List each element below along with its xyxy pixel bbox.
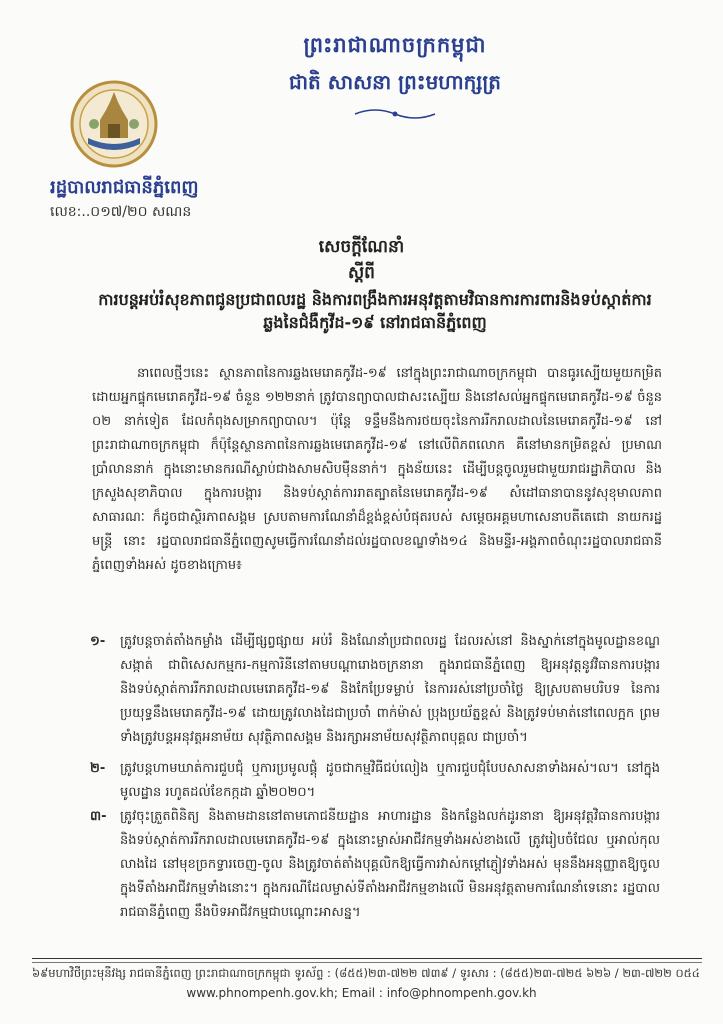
list-item-number: ២- bbox=[90, 761, 106, 776]
document-title: សេចក្ដីណែនាំ bbox=[318, 237, 405, 257]
issuer-name: រដ្ឋបាលរាជធានីភ្នំពេញ bbox=[50, 177, 199, 198]
national-motto: ជាតិ សាសនា ព្រះមហាក្សត្រ bbox=[289, 70, 501, 94]
list-item-text: ត្រូវបន្តចាត់តាំងកម្លាំង ដើម្បីផ្សព្វផ្សាយ អប់រំ និងណែនាំប្រជាពលរដ្ឋ ដែលរស់នៅ និងស្នាក់នៅក្នុងមូលដ្ឋានខណ្ឌ សង្កាត់ ជាពិសេសកម្មករ-កម្មការិនីនៅតាមបណ្ដារោងចក្រនានា ក្នុងរាជធានីភ្នំពេញ ឱ្យអនុវត្តនូវវិធានការបង្ការ និងទប់ស្កាត់ការរីករាលដាលមេរោគកូវីដ-១៩ និងកែប្រែទម្លាប់ នៃការរស់នៅប្រចាំថ្ងៃ ឱ្យស្របតាមបរិបទ នៃការប្រយុទ្ធនឹងមេរោគកូវីដ-១៩ ដោយត្រូវលាងដៃជាប្រចាំ ពាក់ម៉ាស់ ប្រុងប្រយ័ត្នខ្ពស់ និងត្រូវទប់មាត់នៅពេលក្អក ព្រមទាំងត្រូវបន្តអនុវត្តអនាម័យ សុវត្ថិភាពសង្គម និងរក្សាអនាម័យសុវត្ថិភាពបុគ្គល ជាប្រចាំ។ bbox=[120, 634, 660, 745]
list-item bbox=[90, 757, 660, 805]
list-item-text: ត្រូវបន្តហាមឃាត់ការជួបជុំ ឬការប្រមូលផ្ដុំ ដូចជាកម្មវិធីជប់លៀង ឬការជួបជុំបែបសាសនាទាំងអស់។ល។ នៅក្នុងមូលដ្ឋាន រហូតដល់ខែកក្កដា ឆ្នាំ២០២០។ bbox=[120, 761, 660, 800]
list-item bbox=[90, 805, 660, 925]
document-title-about: ស្ដីពី bbox=[348, 263, 375, 283]
municipality-seal-icon bbox=[70, 80, 158, 168]
list-item-number: ៣- bbox=[90, 809, 107, 824]
letterhead bbox=[230, 32, 560, 121]
footer-address: ៦៩មហាវិថីព្រះមុនីវង្ស រាជធានីភ្នំពេញ ព្រះរាជាណាចក្រកម្ពុជា ទូរស័ព្ទ : (៨៥៥)២៣-៧២២ ៧៣៩ / ទូរសារ : (៨៥៥)២៣-៧២៥ ៦២៦ / ២៣-៧២២ ០៥៤ bbox=[32, 966, 700, 980]
reference-number: លេខ:..០១៧/២០ សណន bbox=[50, 204, 192, 220]
intro-paragraph: នាពេលថ្មីៗនេះ ស្ថានភាពនៃការឆ្លងមេរោគកូវីដ-១៩ នៅក្នុងព្រះរាជាណាចក្រកម្ពុជា បានធូរស្បើយមួយកម្រិត ដោយអ្នកផ្ទុកមេរោគកូវីដ-១៩ ចំនួន ១២២នាក់ ត្រូវបានព្យាបាលជាសះស្បើយ និងនៅសល់អ្នកផ្ទុកមេរោគកូវីដ-១៩ ចំនួន ០២ នាក់ទៀត ដែលកំពុងសម្រាកព្យាបាល។ ប៉ុន្តែ ទន្ទឹមនឹងការថយចុះនៃការរីករាលដាលនៃមេរោគកូវីដ-១៩ នៅព្រះរាជាណាចក្រកម្ពុជា ក៏ប៉ុន្តែស្ថានភាពនៃការឆ្លងមេរោគកូវីដ-១៩ នៅលើពិភពលោក គឺនៅមានកម្រិតខ្ពស់ ប្រមាណប្រាំលាននាក់ ក្នុងនោះមានករណីស្លាប់ជាងសាមសិបម៉ឺននាក់។ ក្នុងន័យនេះ ដើម្បីបន្តចូលរួមជាមួយរាជរដ្ឋាភិបាល និងក្រសួងសុខាភិបាល ក្នុងការបង្ការ និងទប់ស្កាត់ការរាតត្បាតនៃមេរោគកូវីដ-១៩ សំដៅធានាបាននូវសុខុមាលភាពសាធារណៈ ក៏ដូចជាស្ថិរភាពសង្គម ស្របតាមការណែនាំដ៏ខ្ពង់ខ្ពស់បំផុតរបស់ សម្ដេចអគ្គមហាសេនាបតីតេជោ នាយករដ្ឋមន្ត្រី នោះ រដ្ឋបាលរាជធានីភ្នំពេញសូមធ្វើការណែនាំដល់រដ្ឋបាលខណ្ឌទាំង១៤ និងមន្ទីរ-អង្គភាពចំណុះរដ្ឋបាលរាជធានីភ្នំពេញទាំងអស់ ដូចខាងក្រោម៖ bbox=[92, 366, 662, 573]
footer-divider-thin bbox=[32, 962, 702, 963]
list-item-text: ត្រូវចុះត្រួតពិនិត្យ និងតាមដាននៅតាមភោជនីយដ្ឋាន អាហារដ្ឋាន និងកន្លែងលក់ដូរនានា ឱ្យអនុវត្តវិធានការបង្ការ និងទប់ស្កាត់ការរីករាលដាលមេរោគកូវីដ-១៩ ក្នុងនោះម្ចាស់អាជីវកម្មទាំងអស់ខាងលើ ត្រូវរៀបចំជែល ឬអាល់កុលលាងដៃ នៅមុខច្រកទ្វារចេញ-ចូល និងត្រូវចាត់តាំងបុគ្គលិកឱ្យធ្វើការវាស់កម្ដៅភ្ញៀវទាំងអស់ មុននឹងអនុញ្ញាតឱ្យចូលក្នុងទីតាំងអាជីវកម្មទាំងនោះ។ ក្នុងករណីដែលម្ចាស់ទីតាំងអាជីវកម្មខាងលើ មិនអនុវត្តតាមការណែនាំទេនោះ រដ្ឋបាលរាជធានីភ្នំពេញ នឹងបិទអាជីវកម្មជាបណ្ដោះអាសន្ន។ bbox=[120, 809, 660, 920]
document-subject: ការបន្តអប់រំសុខភាពជូនប្រជាពលរដ្ឋ និងការពង្រឹងការអនុវត្តតាមវិធានការការពារនិងទប់ស្កាត់ការឆ្លងនៃជំងឺកូវីដ-១៩ នៅរាជធានីភ្នំពេញ bbox=[98, 290, 652, 332]
footer-divider bbox=[32, 958, 702, 959]
kingdom-name: ព្រះរាជាណាចក្រកម្ពុជា bbox=[303, 33, 487, 57]
ornament-divider bbox=[230, 107, 560, 121]
footer-web-email: www.phnompenh.gov.kh; Email : info@phnompenh.gov.kh bbox=[186, 986, 537, 1000]
list-item bbox=[90, 630, 660, 750]
list-item-number: ១- bbox=[90, 634, 106, 649]
